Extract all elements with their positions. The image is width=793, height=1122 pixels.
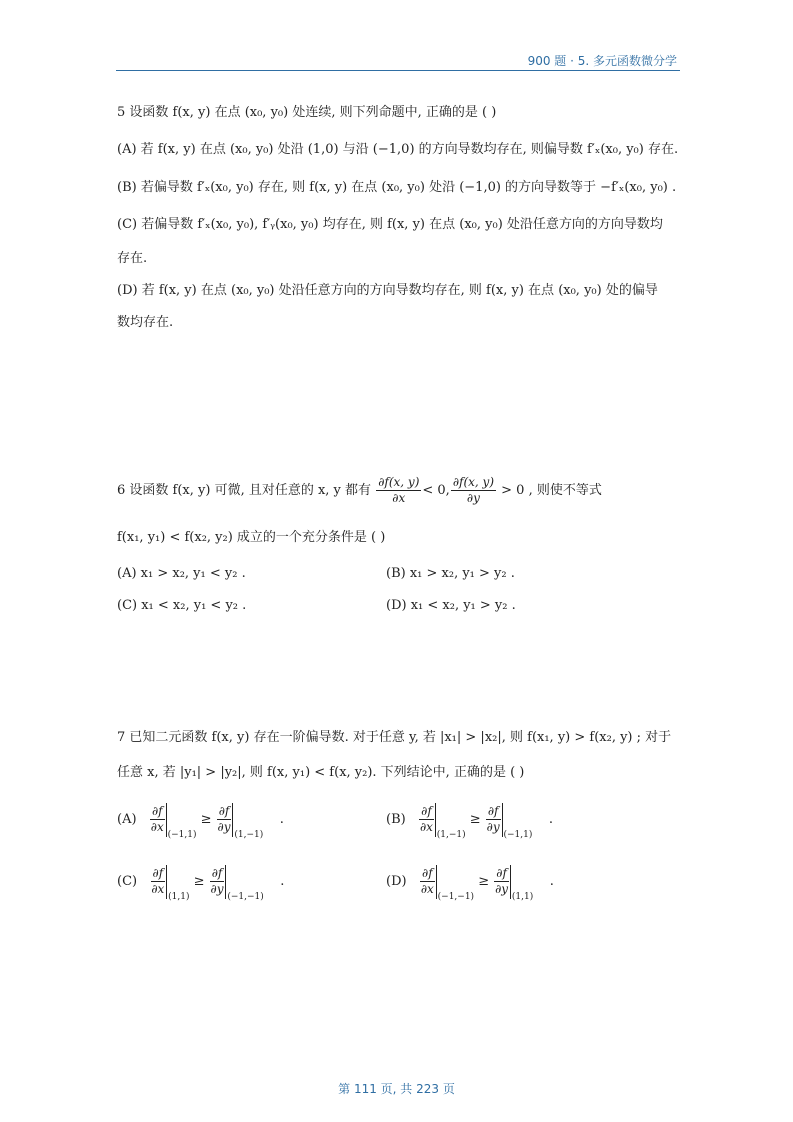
q7-a-dot: . xyxy=(279,812,284,827)
q7-b-dfdy-num: ∂f xyxy=(487,804,499,818)
q7-b-dfdx-den: ∂x xyxy=(419,820,433,834)
q7-d-dot: . xyxy=(549,874,554,889)
q7-a-dfdx xyxy=(150,804,165,835)
page-header xyxy=(0,52,793,72)
q7-a-eval-bar-1 xyxy=(166,803,167,837)
q6-frac1-num: ∂f(x, y) xyxy=(378,475,420,489)
q7-c-geq: ≥ xyxy=(193,874,205,889)
q7-b-dfdx-num: ∂f xyxy=(421,804,432,818)
q5-option-d-cont: 数均存在. xyxy=(117,315,174,330)
q7-c-dfdy-den: ∂y xyxy=(210,882,224,896)
q7-b-eval-bar-2 xyxy=(502,803,503,837)
q7-a-dfdx-den: ∂x xyxy=(150,820,164,834)
q7-option-a xyxy=(117,798,284,857)
header-title: 900 题 · 5. 多元函数微分学 xyxy=(527,54,677,68)
q7-c-eval-bar-2 xyxy=(225,865,226,899)
q7-d-point1: (−1,−1) xyxy=(437,892,475,902)
q7-b-dfdx xyxy=(419,804,434,835)
q7-d-eval-bar-2 xyxy=(510,865,511,899)
q7-c-point2: (−1,−1) xyxy=(227,892,264,902)
q7-a-label: (A) xyxy=(117,812,137,827)
q7-d-point2: (1,1) xyxy=(511,892,534,902)
q6-frac1-den: ∂x xyxy=(392,491,406,505)
q7-b-eval-bar-1 xyxy=(435,803,436,837)
q5-option-c-cont: 存在. xyxy=(117,251,148,266)
q7-d-dfdx-den: ∂x xyxy=(420,882,434,896)
q7-option-b xyxy=(386,798,553,857)
q7-c-label: (C) xyxy=(117,874,138,889)
q5-option-a: (A) 若 f(x, y) 在点 (x₀, y₀) 处沿 (1,0) 与沿 (−1,0) 的方向导数均存在, 则偏导数 f′ₓ(x₀, y₀) 存在. xyxy=(117,142,679,157)
q7-b-point1: (1,−1) xyxy=(436,830,466,840)
q6-stem-post: > 0 , 则使不等式 xyxy=(501,483,602,498)
q7-c-dfdy-num: ∂f xyxy=(211,866,223,880)
q7-a-dfdy-num: ∂f xyxy=(218,804,230,818)
q7-b-dfdy-den: ∂y xyxy=(486,820,500,834)
q6-option-c: (C) x₁ < x₂, y₁ < y₂ . xyxy=(117,598,247,613)
q7-d-dfdy xyxy=(494,866,509,897)
q6-frac2-den: ∂y xyxy=(466,491,480,505)
q7-line1: 7 已知二元函数 f(x, y) 存在一阶偏导数. 对于任意 y, 若 |x₁| > |x₂|, 则 f(x₁, y) > f(x₂, y) ; 对于 xyxy=(117,730,672,745)
header-rule xyxy=(116,70,680,71)
q7-d-eval-bar-1 xyxy=(436,865,437,899)
q7-option-c xyxy=(117,860,284,919)
q6-option-d: (D) x₁ < x₂, y₁ > y₂ . xyxy=(386,598,516,613)
q7-option-d xyxy=(386,860,554,919)
q7-b-dot: . xyxy=(548,812,554,827)
q7-a-dfdy xyxy=(217,804,232,835)
q6-stem xyxy=(117,474,602,508)
q7-a-dfdx-num: ∂f xyxy=(151,804,163,818)
q7-a-point2: (1,−1) xyxy=(234,830,264,840)
q7-c-dfdx-num: ∂f xyxy=(152,866,164,880)
q5-option-d: (D) 若 f(x, y) 在点 (x₀, y₀) 处沿任意方向的方向导数均存在, 则 f(x, y) 在点 (x₀, y₀) 处的偏导 xyxy=(117,283,658,298)
q7-b-dfdy xyxy=(486,804,501,835)
q7-line2: 任意 x, 若 |y₁| > |y₂|, 则 f(x, y₁) < f(x, y₂). 下列结论中, 正确的是 ( ) xyxy=(117,765,525,780)
q7-a-geq: ≥ xyxy=(200,812,212,827)
q7-c-dfdx-den: ∂x xyxy=(151,882,165,896)
q6-stem-pre: 6 设函数 f(x, y) 可微, 且对任意的 x, y 都有 xyxy=(117,483,372,498)
q7-d-geq: ≥ xyxy=(478,874,490,889)
q6-mid: < 0, xyxy=(422,483,450,498)
q6-frac-dfdy xyxy=(451,475,496,506)
q7-a-dfdy-den: ∂y xyxy=(217,820,231,834)
q7-c-dot: . xyxy=(280,874,285,889)
q5-option-c: (C) 若偏导数 f′ₓ(x₀, y₀), f′ᵧ(x₀, y₀) 均存在, 则 f(x, y) 在点 (x₀, y₀) 处沿任意方向的方向导数均 xyxy=(117,217,663,232)
q5-stem: 5 设函数 f(x, y) 在点 (x₀, y₀) 处连续, 则下列命题中, 正确的是 ( ) xyxy=(117,105,497,120)
q7-a-eval-bar-2 xyxy=(232,803,233,837)
q7-b-point2: (−1,1) xyxy=(503,830,533,840)
q7-d-dfdx-num: ∂f xyxy=(421,866,433,880)
q7-d-dfdy-den: ∂y xyxy=(495,882,509,896)
q7-b-geq: ≥ xyxy=(469,812,481,827)
q7-c-dfdx xyxy=(151,866,166,897)
q7-d-label: (D) xyxy=(386,874,407,889)
q7-b-label: (B) xyxy=(386,812,406,827)
q6-frac2-num: ∂f(x, y) xyxy=(452,475,494,489)
q7-c-point1: (1,1) xyxy=(168,892,190,902)
q6-option-a: (A) x₁ > x₂, y₁ < y₂ . xyxy=(117,566,246,581)
page-footer: 第 111 页, 共 223 页 xyxy=(338,1082,455,1096)
q7-c-eval-bar-1 xyxy=(166,865,167,899)
q7-a-point1: (−1,1) xyxy=(167,830,197,840)
q6-option-b: (B) x₁ > x₂, y₁ > y₂ . xyxy=(386,566,515,581)
q7-d-dfdy-num: ∂f xyxy=(496,866,507,880)
q6-line2: f(x₁, y₁) < f(x₂, y₂) 成立的一个充分条件是 ( ) xyxy=(117,530,386,545)
q7-c-dfdy xyxy=(210,866,225,897)
q7-d-dfdx xyxy=(420,866,435,897)
q5-option-b: (B) 若偏导数 f′ₓ(x₀, y₀) 存在, 则 f(x, y) 在点 (x₀, y₀) 处沿 (−1,0) 的方向导数等于 −f′ₓ(x₀, y₀) . xyxy=(117,180,677,195)
q6-frac-dfdx xyxy=(376,475,421,506)
